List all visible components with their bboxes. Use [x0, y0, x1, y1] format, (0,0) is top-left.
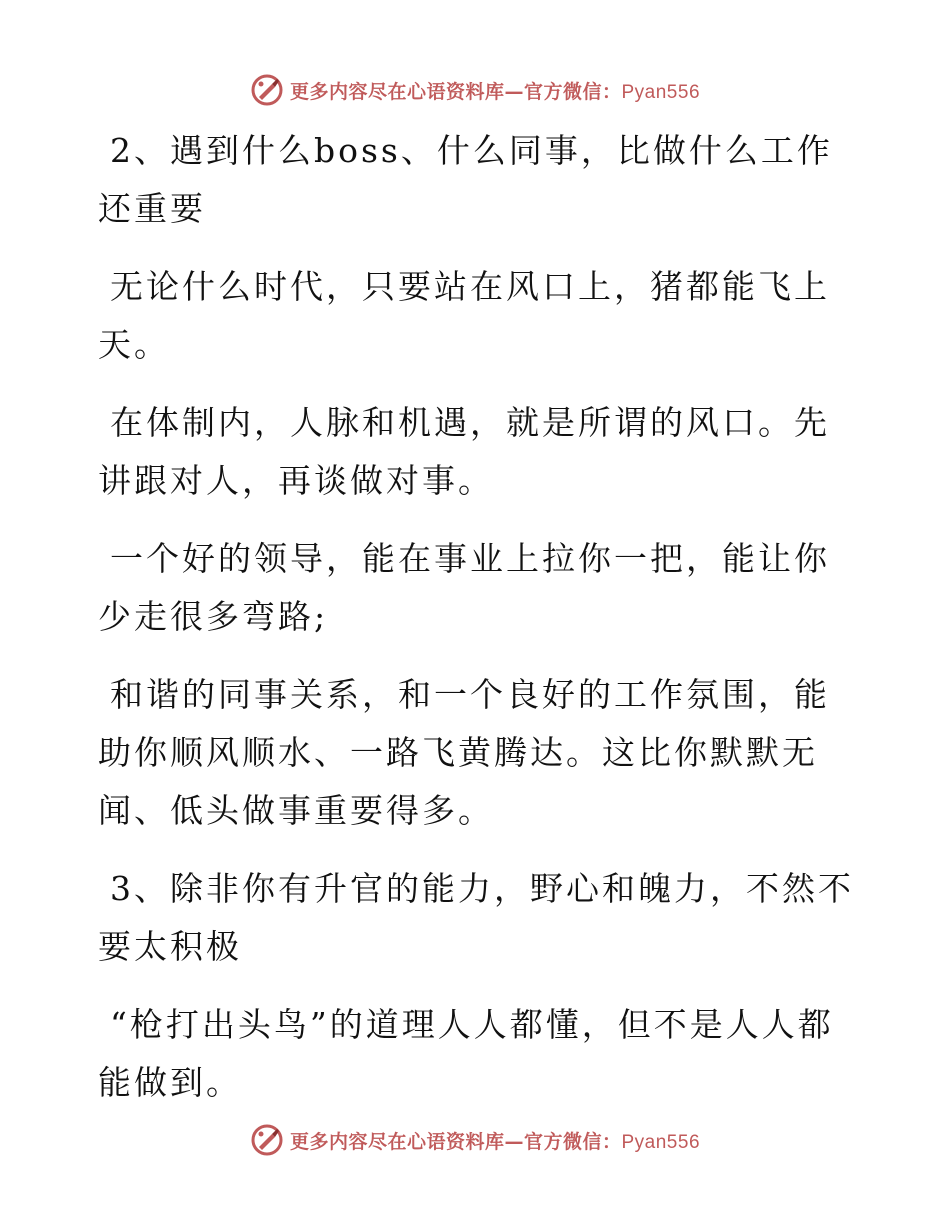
paragraph: 和谐的同事关系，和一个良好的工作氛围，能助你顺风顺水、一路飞黄腾达。这比你默默无闻、低头做事重要得多。 [98, 675, 830, 830]
paragraph: 2、遇到什么boss、什么同事，比做什么工作还重要 [98, 131, 833, 228]
watermark-text [290, 77, 700, 104]
paragraph: 在体制内，人脉和机遇，就是所谓的风口。先讲跟对人，再谈做对事。 [98, 403, 830, 500]
watermark-wechat-id: Pyan556 [621, 1131, 701, 1153]
watermark-text [290, 1127, 700, 1154]
watermark-label: 更多内容尽在心语资料库—官方微信： [289, 1130, 622, 1153]
paragraph: 一个好的领导，能在事业上拉你一把，能让你少走很多弯路; [98, 539, 830, 636]
paragraph: 3、除非你有升官的能力，野心和魄力，不然不要太积极 [98, 869, 854, 966]
watermark-wechat-id: Pyan556 [621, 81, 701, 103]
footer-watermark [0, 1120, 950, 1160]
paragraph: “枪打出头鸟”的道理人人都懂，但不是人人都能做到。 [98, 1005, 834, 1102]
header-watermark [0, 70, 950, 110]
paragraph: 无论什么时代，只要站在风口上，猪都能飞上天。 [98, 267, 830, 364]
pen-seal-icon [250, 1123, 284, 1157]
document-body [98, 122, 858, 1132]
pen-seal-icon [250, 73, 284, 107]
watermark-label: 更多内容尽在心语资料库—官方微信： [289, 80, 622, 103]
